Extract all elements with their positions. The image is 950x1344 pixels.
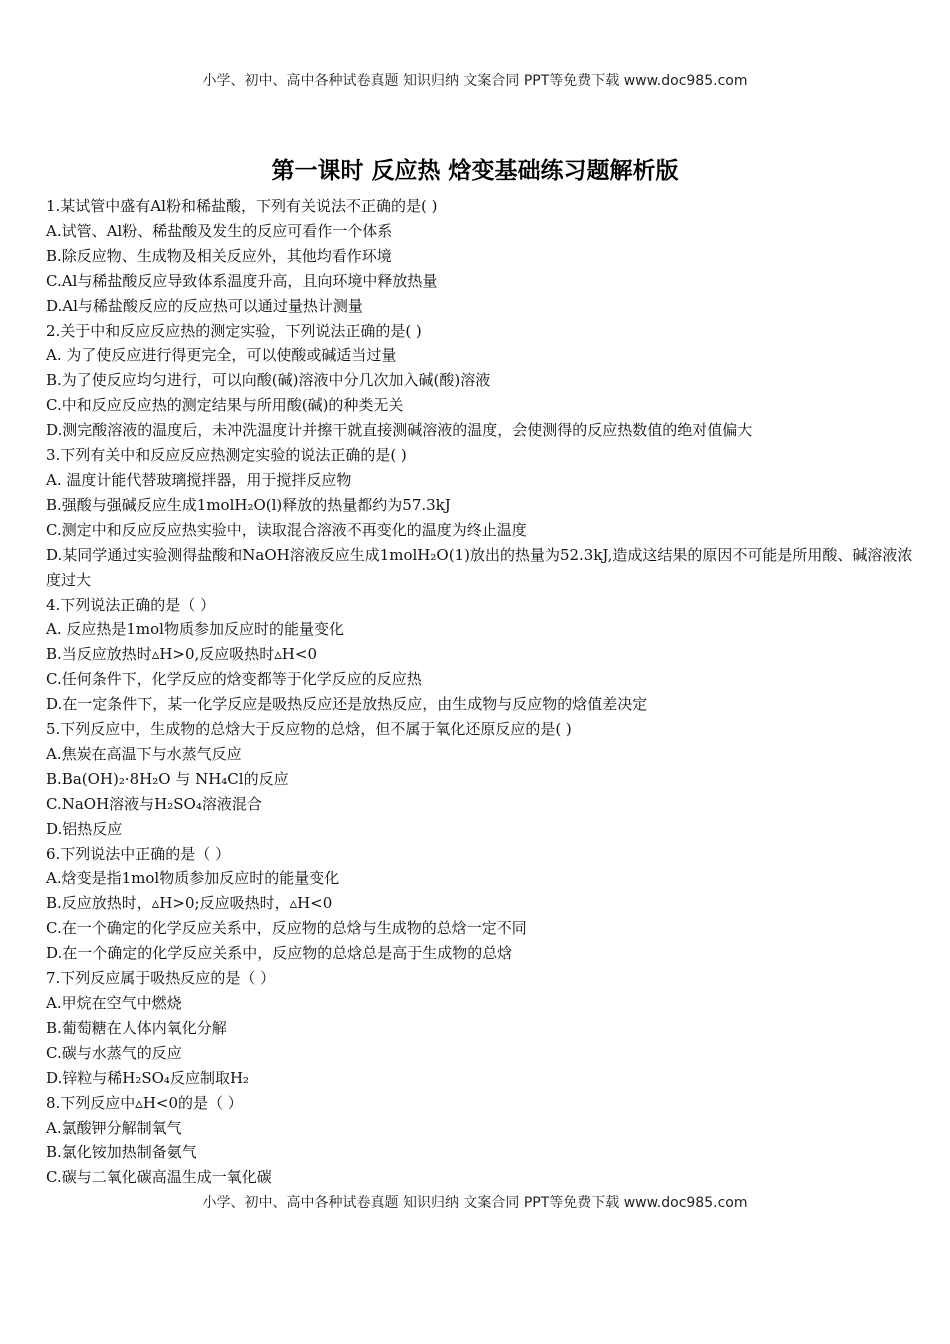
option-line: B.除反应物、生成物及相关反应外，其他均看作环境: [46, 246, 392, 265]
option-line: A.甲烷在空气中燃烧: [46, 994, 182, 1012]
option-line: A. 反应热是1mol物质参加反应时的能量变化: [46, 620, 344, 639]
option-line: B.葡萄糖在人体内氧化分解: [46, 1018, 227, 1037]
option-line: C.碳与水蒸气的反应: [46, 1043, 182, 1062]
option-line: D.铝热反应: [46, 819, 123, 838]
question-line: 3.下列有关中和反应反应热测定实验的说法正确的是( ): [46, 446, 407, 465]
option-line: B.反应放热时，▵H>0;反应吸热时，▵H<0: [46, 894, 333, 913]
option-line: A.试管、Al粉、稀盐酸及发生的反应可看作一个体系: [46, 221, 393, 240]
question-line: 7.下列反应属于吸热反应的是（ ）: [46, 969, 276, 988]
option-line: C.在一个确定的化学反应关系中，反应物的总焓与生成物的总焓一定不同: [46, 919, 527, 938]
option-line: C.测定中和反应反应热实验中，读取混合溶液不再变化的温度为终止温度: [46, 520, 527, 539]
option-line: C.碳与二氧化碳高温生成一氧化碳: [46, 1168, 272, 1187]
option-line: C.中和反应反应热的测定结果与所用酸(碱)的种类无关: [46, 396, 404, 415]
page-footer: 小学、初中、高中各种试卷真题 知识归纳 文案合同 PPT等免费下载 www.doc985.com: [202, 1195, 748, 1211]
question-line: 8.下列反应中▵H<0的是（ ）: [46, 1093, 243, 1112]
option-line: B.Ba(OH)₂·8H₂O 与 NH₄Cl的反应: [46, 769, 289, 788]
option-line: D.在一定条件下，某一化学反应是吸热反应还是放热反应，由生成物与反应物的焓值差决定: [46, 695, 648, 714]
option-line: B.强酸与强碱反应生成1molH₂O(l)释放的热量都约为57.3kJ: [46, 495, 451, 514]
option-line: B.当反应放热时▵H>0,反应吸热时▵H<0: [46, 645, 318, 664]
question-list: [46, 194, 926, 1190]
option-line: D.某同学通过实验测得盐酸和NaOH溶液反应生成1molH₂O(1)放出的热量为52.3kJ,造成这结果的原因不可能是所用酸、碱溶液浓度过大: [46, 545, 913, 589]
option-line: A.焦炭在高温下与水蒸气反应: [46, 744, 242, 763]
option-line: D.测完酸溶液的温度后，未冲洗温度计并擦干就直接测碱溶液的温度，会使测得的反应热数值的绝对值偏大: [46, 421, 753, 440]
question-line: 4.下列说法正确的是（ ）: [46, 595, 216, 614]
option-line: C.Al与稀盐酸反应导致体系温度升高，且向环境中释放热量: [46, 271, 438, 290]
option-line: A. 为了使反应进行得更完全，可以使酸或碱适当过量: [46, 346, 397, 365]
page-header: 小学、初中、高中各种试卷真题 知识归纳 文案合同 PPT等免费下载 www.doc985.com: [202, 73, 748, 89]
question-line: 2.关于中和反应反应热的测定实验，下列说法正确的是( ): [46, 321, 422, 340]
option-line: B.氯化铵加热制备氨气: [46, 1143, 197, 1162]
option-line: B.为了使反应均匀进行，可以向酸(碱)溶液中分几次加入碱(酸)溶液: [46, 371, 491, 390]
question-line: 6.下列说法中正确的是（ ）: [46, 844, 231, 863]
document-title: 第一课时 反应热 焓变基础练习题解析版: [271, 158, 679, 184]
question-line: 5.下列反应中，生成物的总焓大于反应物的总焓，但不属于氧化还原反应的是( ): [46, 720, 572, 739]
option-line: A.氯酸钾分解制氧气: [46, 1118, 182, 1137]
option-line: C.任何条件下，化学反应的焓变都等于化学反应的反应热: [46, 670, 422, 689]
option-line: A.焓变是指1mol物质参加反应时的能量变化: [46, 869, 340, 888]
question-line: 1.某试管中盛有Al粉和稀盐酸，下列有关说法不正确的是( ): [46, 197, 438, 215]
option-line: D.Al与稀盐酸反应的反应热可以通过量热计测量: [46, 296, 363, 315]
option-line: A. 温度计能代替玻璃搅拌器，用于搅拌反应物: [46, 470, 352, 489]
option-line: D.在一个确定的化学反应关系中，反应物的总焓总是高于生成物的总焓: [46, 944, 513, 963]
option-line: D.锌粒与稀H₂SO₄反应制取H₂: [46, 1068, 250, 1087]
option-line: C.NaOH溶液与H₂SO₄溶液混合: [46, 794, 262, 813]
